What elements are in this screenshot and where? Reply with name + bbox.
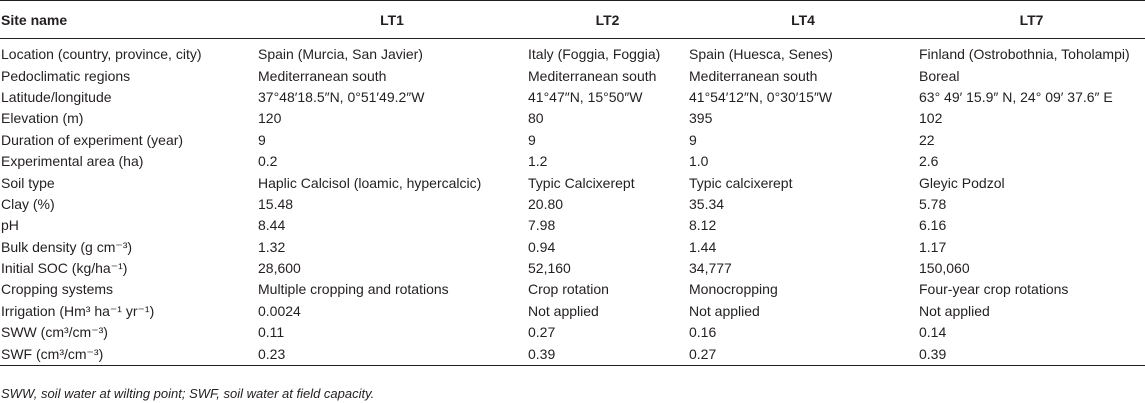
table-cell: Four-year crop rotations — [919, 281, 1069, 298]
table-cell: 41°54′12″N, 0°30′15″W — [689, 88, 833, 105]
table-cell: 28,600 — [258, 260, 301, 277]
table-cell: Mediterranean south — [689, 67, 818, 84]
table-row — [0, 237, 1145, 258]
table-cell: Typic calcixerept — [689, 174, 793, 191]
table-row — [0, 194, 1145, 215]
table-cell: Mediterranean south — [258, 67, 387, 84]
table-cell: 9 — [258, 131, 266, 148]
table-cell: Boreal — [919, 67, 960, 84]
table-cell: Crop rotation — [528, 281, 609, 298]
table-cell: Multiple cropping and rotations — [258, 281, 449, 298]
table-cell: 22 — [919, 131, 935, 148]
table-cell: 8.44 — [258, 217, 286, 234]
table-cell: 9 — [689, 131, 697, 148]
table-cell: 0.27 — [688, 343, 918, 366]
column-header-lt4: LT4 — [688, 1, 918, 39]
table-cell: 15.48 — [258, 195, 294, 212]
table-cell: 0.0024 — [258, 302, 301, 319]
table-cell: Gleyic Podzol — [919, 174, 1005, 191]
table-cell: 0.23 — [257, 343, 527, 366]
table-cell: Haplic Calcisol (loamic, hypercalcic) — [258, 174, 482, 191]
table-row — [0, 258, 1145, 279]
table-cell: Not applied — [528, 302, 599, 319]
row-label: SWF (cm³/cm⁻³) — [0, 343, 257, 366]
table-cell: Finland (Ostrobothnia, Toholampi) — [919, 46, 1130, 63]
row-label: Latitude/longitude — [1, 88, 112, 105]
row-label: pH — [1, 217, 19, 234]
table-cell: 0.39 — [527, 343, 688, 366]
table-cell: 0.11 — [258, 324, 285, 341]
row-label: Pedoclimatic regions — [1, 67, 131, 84]
table-row — [0, 301, 1145, 322]
row-label: SWW (cm³/cm⁻³) — [1, 324, 108, 341]
table-row — [0, 87, 1145, 108]
table-cell: 41°47″N, 15°50″W — [528, 88, 643, 105]
table-cell: 102 — [919, 110, 943, 127]
table-cell: 2.6 — [919, 153, 939, 170]
table-cell: Not applied — [689, 302, 760, 319]
column-header-lt2: LT2 — [527, 1, 688, 39]
row-label: Cropping systems — [1, 281, 114, 298]
table-row — [0, 130, 1145, 151]
row-label: Initial SOC (kg/ha⁻¹) — [1, 260, 128, 277]
table-cell: 34,777 — [689, 260, 732, 277]
table-cell: 20.80 — [528, 195, 564, 212]
table-cell: Spain (Huesca, Senes) — [689, 46, 833, 63]
table-body — [0, 39, 1145, 366]
table-cell: 0.39 — [918, 343, 1145, 366]
table-cell: 395 — [689, 110, 713, 127]
table-cell: 52,160 — [528, 260, 571, 277]
table-row — [0, 44, 1145, 65]
table-cell: 0.16 — [689, 324, 717, 341]
table-cell: 1.44 — [689, 238, 717, 255]
table-cell: 120 — [258, 110, 282, 127]
table-cell: 1.2 — [528, 153, 548, 170]
column-header-site-name: Site name — [0, 1, 257, 39]
table-cell: 150,060 — [919, 260, 970, 277]
row-label: Location (country, province, city) — [1, 46, 202, 63]
table-row — [0, 279, 1145, 300]
table-row — [0, 172, 1145, 193]
table-cell: Mediterranean south — [528, 67, 657, 84]
row-label: Irrigation (Hm³ ha⁻¹ yr⁻¹) — [1, 302, 155, 319]
table-row — [0, 215, 1145, 236]
row-label: Elevation (m) — [1, 110, 84, 127]
table-cell: Spain (Murcia, San Javier) — [258, 46, 423, 63]
table-cell: Monocropping — [689, 281, 778, 298]
table-row — [0, 108, 1145, 129]
table-cell: 0.27 — [528, 324, 556, 341]
column-header-lt7: LT7 — [918, 1, 1145, 39]
table-cell: 1.17 — [919, 238, 947, 255]
table-footnote: SWW, soil water at wilting point; SWF, soil water at field capacity. — [1, 386, 375, 401]
table-cell: 80 — [528, 110, 544, 127]
row-label: Bulk density (g cm⁻³) — [1, 238, 133, 255]
table-row — [0, 343, 1145, 366]
table-cell: 63° 49′ 15.9″ N, 24° 09′ 37.6″ E — [919, 88, 1113, 105]
table-cell: 7.98 — [528, 217, 556, 234]
table-row — [0, 322, 1145, 343]
column-header-lt1: LT1 — [257, 1, 527, 39]
table-cell: Typic Calcixerept — [528, 174, 635, 191]
table-cell: 1.0 — [689, 153, 709, 170]
table-row — [0, 65, 1145, 86]
table-cell: 8.12 — [689, 217, 717, 234]
row-label: Clay (%) — [1, 195, 55, 212]
table-cell: 5.78 — [919, 195, 947, 212]
row-label: Soil type — [1, 174, 55, 191]
table-row — [0, 151, 1145, 172]
table-cell: 0.94 — [528, 238, 556, 255]
table-cell: 35.34 — [689, 195, 725, 212]
row-label: Duration of experiment (year) — [1, 131, 184, 148]
header-row — [0, 1, 1145, 39]
table-cell: 6.16 — [919, 217, 947, 234]
table-cell: 0.2 — [258, 153, 278, 170]
table-cell: 37°48′18.5″N, 0°51′49.2″W — [258, 88, 425, 105]
table-cell: 0.14 — [919, 324, 947, 341]
row-label: Experimental area (ha) — [1, 153, 144, 170]
table-cell: 1.32 — [258, 238, 286, 255]
table-cell: Italy (Foggia, Foggia) — [528, 46, 661, 63]
table-cell: Not applied — [919, 302, 990, 319]
table-cell: 9 — [528, 131, 536, 148]
